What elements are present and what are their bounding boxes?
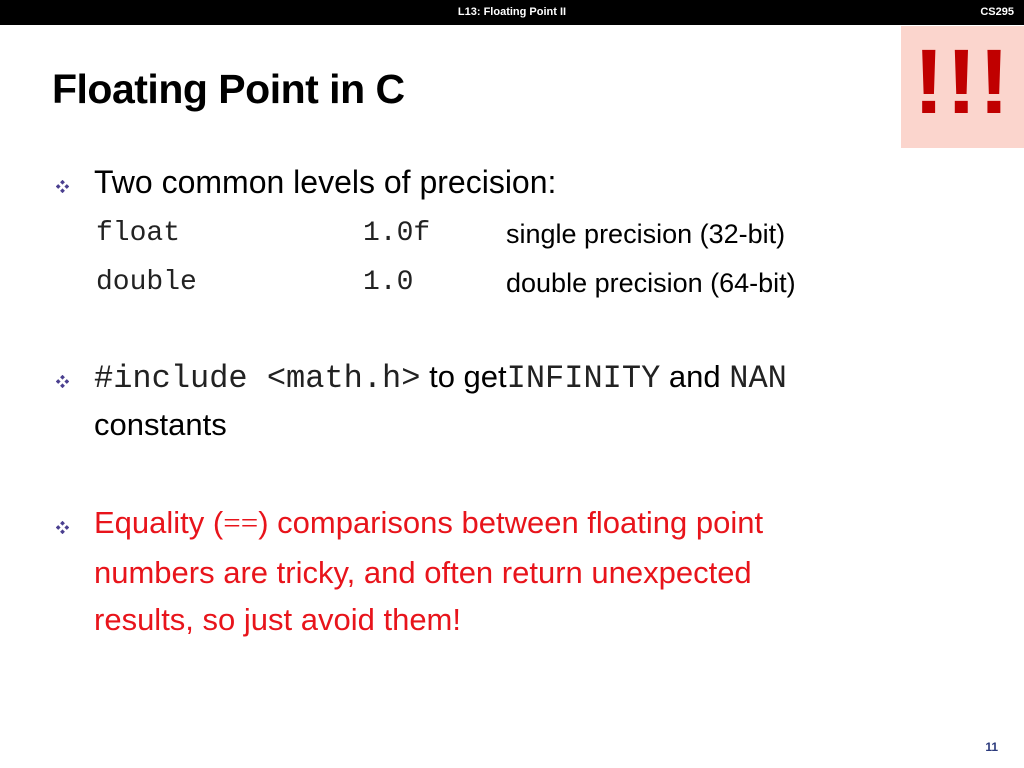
text-to-get: to get — [429, 359, 507, 394]
code-infinity: INFINITY — [506, 360, 661, 397]
diamond-bullet-icon — [56, 375, 69, 388]
diamond-bullet-icon — [56, 521, 69, 534]
bullet-equality-warning-line1 — [94, 505, 763, 541]
bullet-equality-warning-line3: results, so just avoid them! — [94, 602, 461, 637]
lecture-title: L13: Floating Point II — [457, 6, 567, 18]
text-constants: constants — [94, 407, 227, 442]
equality-prefix: Equality ( — [94, 505, 224, 540]
desc-double: double precision (64-bit) — [506, 268, 796, 298]
type-float: float — [96, 218, 181, 249]
text-and: and — [668, 359, 721, 394]
slide-title: Floating Point in C — [52, 66, 405, 112]
slide-header-bar — [0, 0, 1024, 25]
literal-float: 1.0f — [363, 218, 431, 249]
page-number: 11 — [985, 740, 998, 754]
alert-exclamation: !!! — [913, 31, 1012, 133]
equality-operator: == — [223, 505, 259, 540]
bullet-equality-warning-line2: numbers are tricky, and often return unexpected — [94, 555, 752, 590]
bullet-precision-levels: Two common levels of precision: — [94, 164, 557, 200]
literal-double: 1.0 — [363, 267, 414, 298]
alert-callout — [901, 26, 1024, 148]
diamond-bullet-icon — [56, 180, 69, 193]
desc-float: single precision (32-bit) — [506, 219, 786, 249]
type-double: double — [96, 267, 197, 298]
equality-suffix: ) comparisons between floating point — [258, 505, 764, 540]
bullet-math-include — [94, 359, 787, 397]
code-nan: NAN — [729, 360, 787, 397]
code-include: #include <math.h> — [94, 360, 421, 397]
course-code: CS295 — [980, 6, 1014, 18]
